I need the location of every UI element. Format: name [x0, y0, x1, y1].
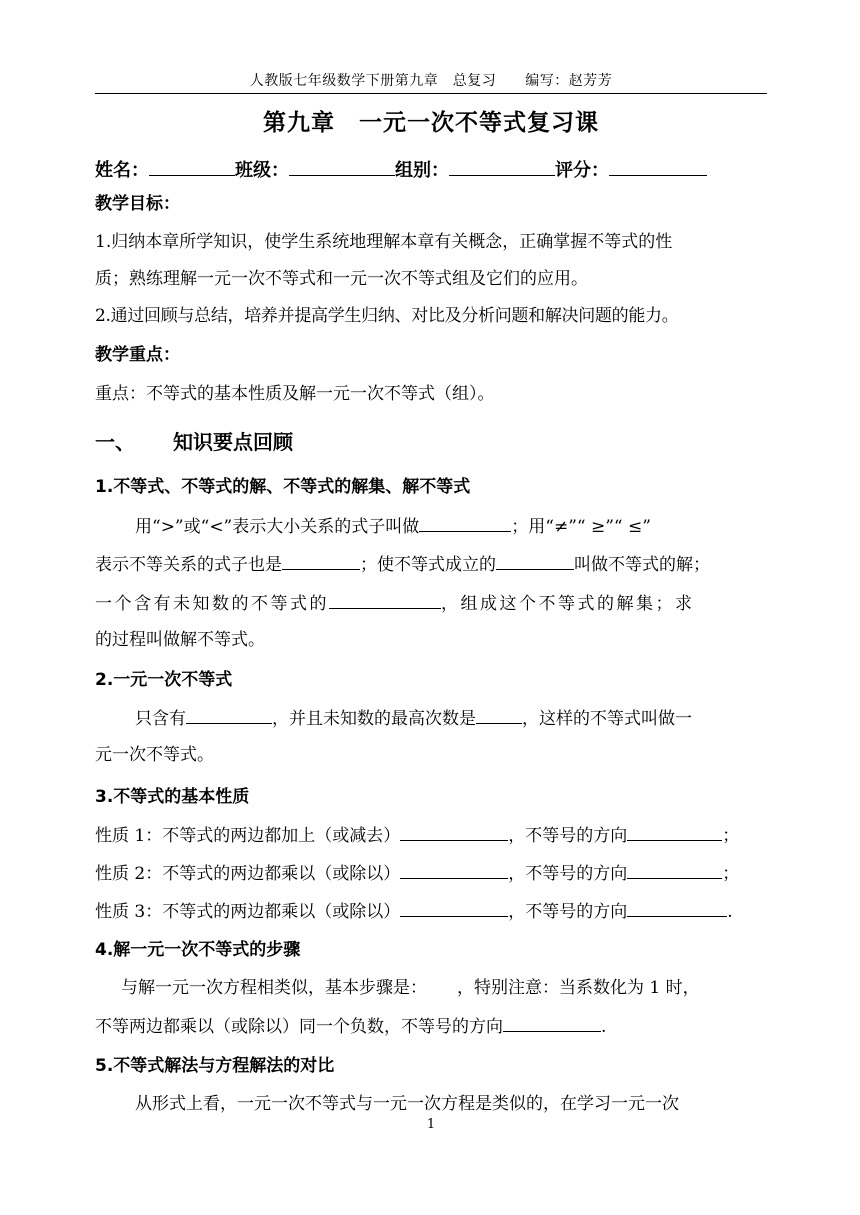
topic-3-heading: 3.不等式的基本性质: [95, 787, 250, 807]
property-1: 性质 1：不等式的两边都加上（或减去） ，不等号的方向 ；: [95, 823, 767, 848]
objective-2: 2.通过回顾与总结，培养并提高学生归纳、对比及分析问题和解决问题的能力。: [95, 306, 679, 326]
score-label: 评分：: [555, 160, 609, 181]
header-rule: [95, 93, 767, 94]
property-3: 性质 3：不等式的两边都乘以（或除以） ，不等号的方向 .: [95, 899, 767, 924]
blank-2-2[interactable]: [476, 706, 522, 724]
topic-5-heading: 5.不等式解法与方程解法的对比: [95, 1056, 335, 1076]
blank-3-6[interactable]: [627, 899, 727, 917]
property-2: 性质 2：不等式的两边都乘以（或除以） ，不等号的方向 ；: [95, 861, 767, 886]
running-header: 人教版七年级数学下册第九章 总复习 编写：赵芳芳: [249, 73, 613, 89]
topic-4-line-2: 不等两边都乘以（或除以）同一个负数，不等号的方向 .: [95, 1014, 767, 1039]
topic-1-line-2: 表示不等关系的式子也是 ；使不等式成立的 叫做不等式的解；: [95, 552, 767, 577]
objectives-heading: 教学目标：: [95, 194, 180, 214]
topic-5-line-1: 从形式上看，一元一次不等式与一元一次方程是类似的，在学习一元一次: [135, 1094, 679, 1114]
blank-2-1[interactable]: [186, 706, 272, 724]
topic-1-heading: 1.不等式、不等式的解、不等式的解集、解不等式: [95, 477, 471, 497]
topic-1-line-4: 的过程叫做解不等式。: [95, 630, 265, 650]
topic-1-line-3: 一个含有未知数的不等式的 ，组成这个不等式的解集；求: [95, 591, 767, 616]
score-field[interactable]: [609, 155, 707, 176]
section-1-title: 知识要点回顾: [173, 430, 293, 454]
topic-2-line-1: 只含有 ，并且未知数的最高次数是 ，这样的不等式叫做一: [95, 706, 767, 731]
focus-heading: 教学重点：: [95, 345, 180, 365]
topic-2-heading: 2.一元一次不等式: [95, 670, 233, 690]
objective-1-line-2: 质；熟练理解一元一次不等式和一元一次不等式组及它们的应用。: [95, 269, 588, 289]
blank-1-4[interactable]: [329, 591, 441, 609]
blank-1-2[interactable]: [282, 552, 360, 570]
class-label: 班级：: [235, 160, 289, 181]
blank-3-3[interactable]: [400, 861, 508, 879]
blank-4-1[interactable]: [503, 1014, 601, 1032]
group-field[interactable]: [449, 155, 555, 176]
objective-1-line-1: 1.归纳本章所学知识，使学生系统地理解本章有关概念，正确掌握不等式的性: [95, 232, 673, 252]
blank-3-1[interactable]: [400, 823, 508, 841]
blank-3-2[interactable]: [627, 823, 722, 841]
name-label: 姓名：: [95, 160, 149, 181]
topic-4-heading: 4.解一元一次不等式的步骤: [95, 940, 301, 960]
group-label: 组别：: [395, 160, 449, 181]
blank-1-3[interactable]: [496, 552, 574, 570]
student-info-row: [95, 155, 767, 184]
topic-4-line-1: 与解一元一次方程相类似，基本步骤是： ，特别注意：当系数化为 1 时，: [121, 978, 700, 998]
topic-2-line-2: 元一次不等式。: [95, 745, 214, 765]
blank-3-4[interactable]: [627, 861, 722, 879]
section-1-number: 一、: [95, 430, 135, 454]
page-number: 1: [426, 1117, 436, 1132]
class-field[interactable]: [289, 155, 395, 176]
page-title: 第九章 一元一次不等式复习课: [263, 110, 599, 136]
blank-3-5[interactable]: [400, 899, 508, 917]
name-field[interactable]: [149, 155, 235, 176]
blank-1-1[interactable]: [419, 514, 511, 532]
topic-1-line-1: 用“>”或“<”表示大小关系的式子叫做 ；用“≠”“ ≥”“ ≤”: [95, 514, 767, 539]
focus-text: 重点：不等式的基本性质及解一元一次不等式（组）。: [95, 384, 495, 404]
section-1-heading: [95, 428, 767, 456]
